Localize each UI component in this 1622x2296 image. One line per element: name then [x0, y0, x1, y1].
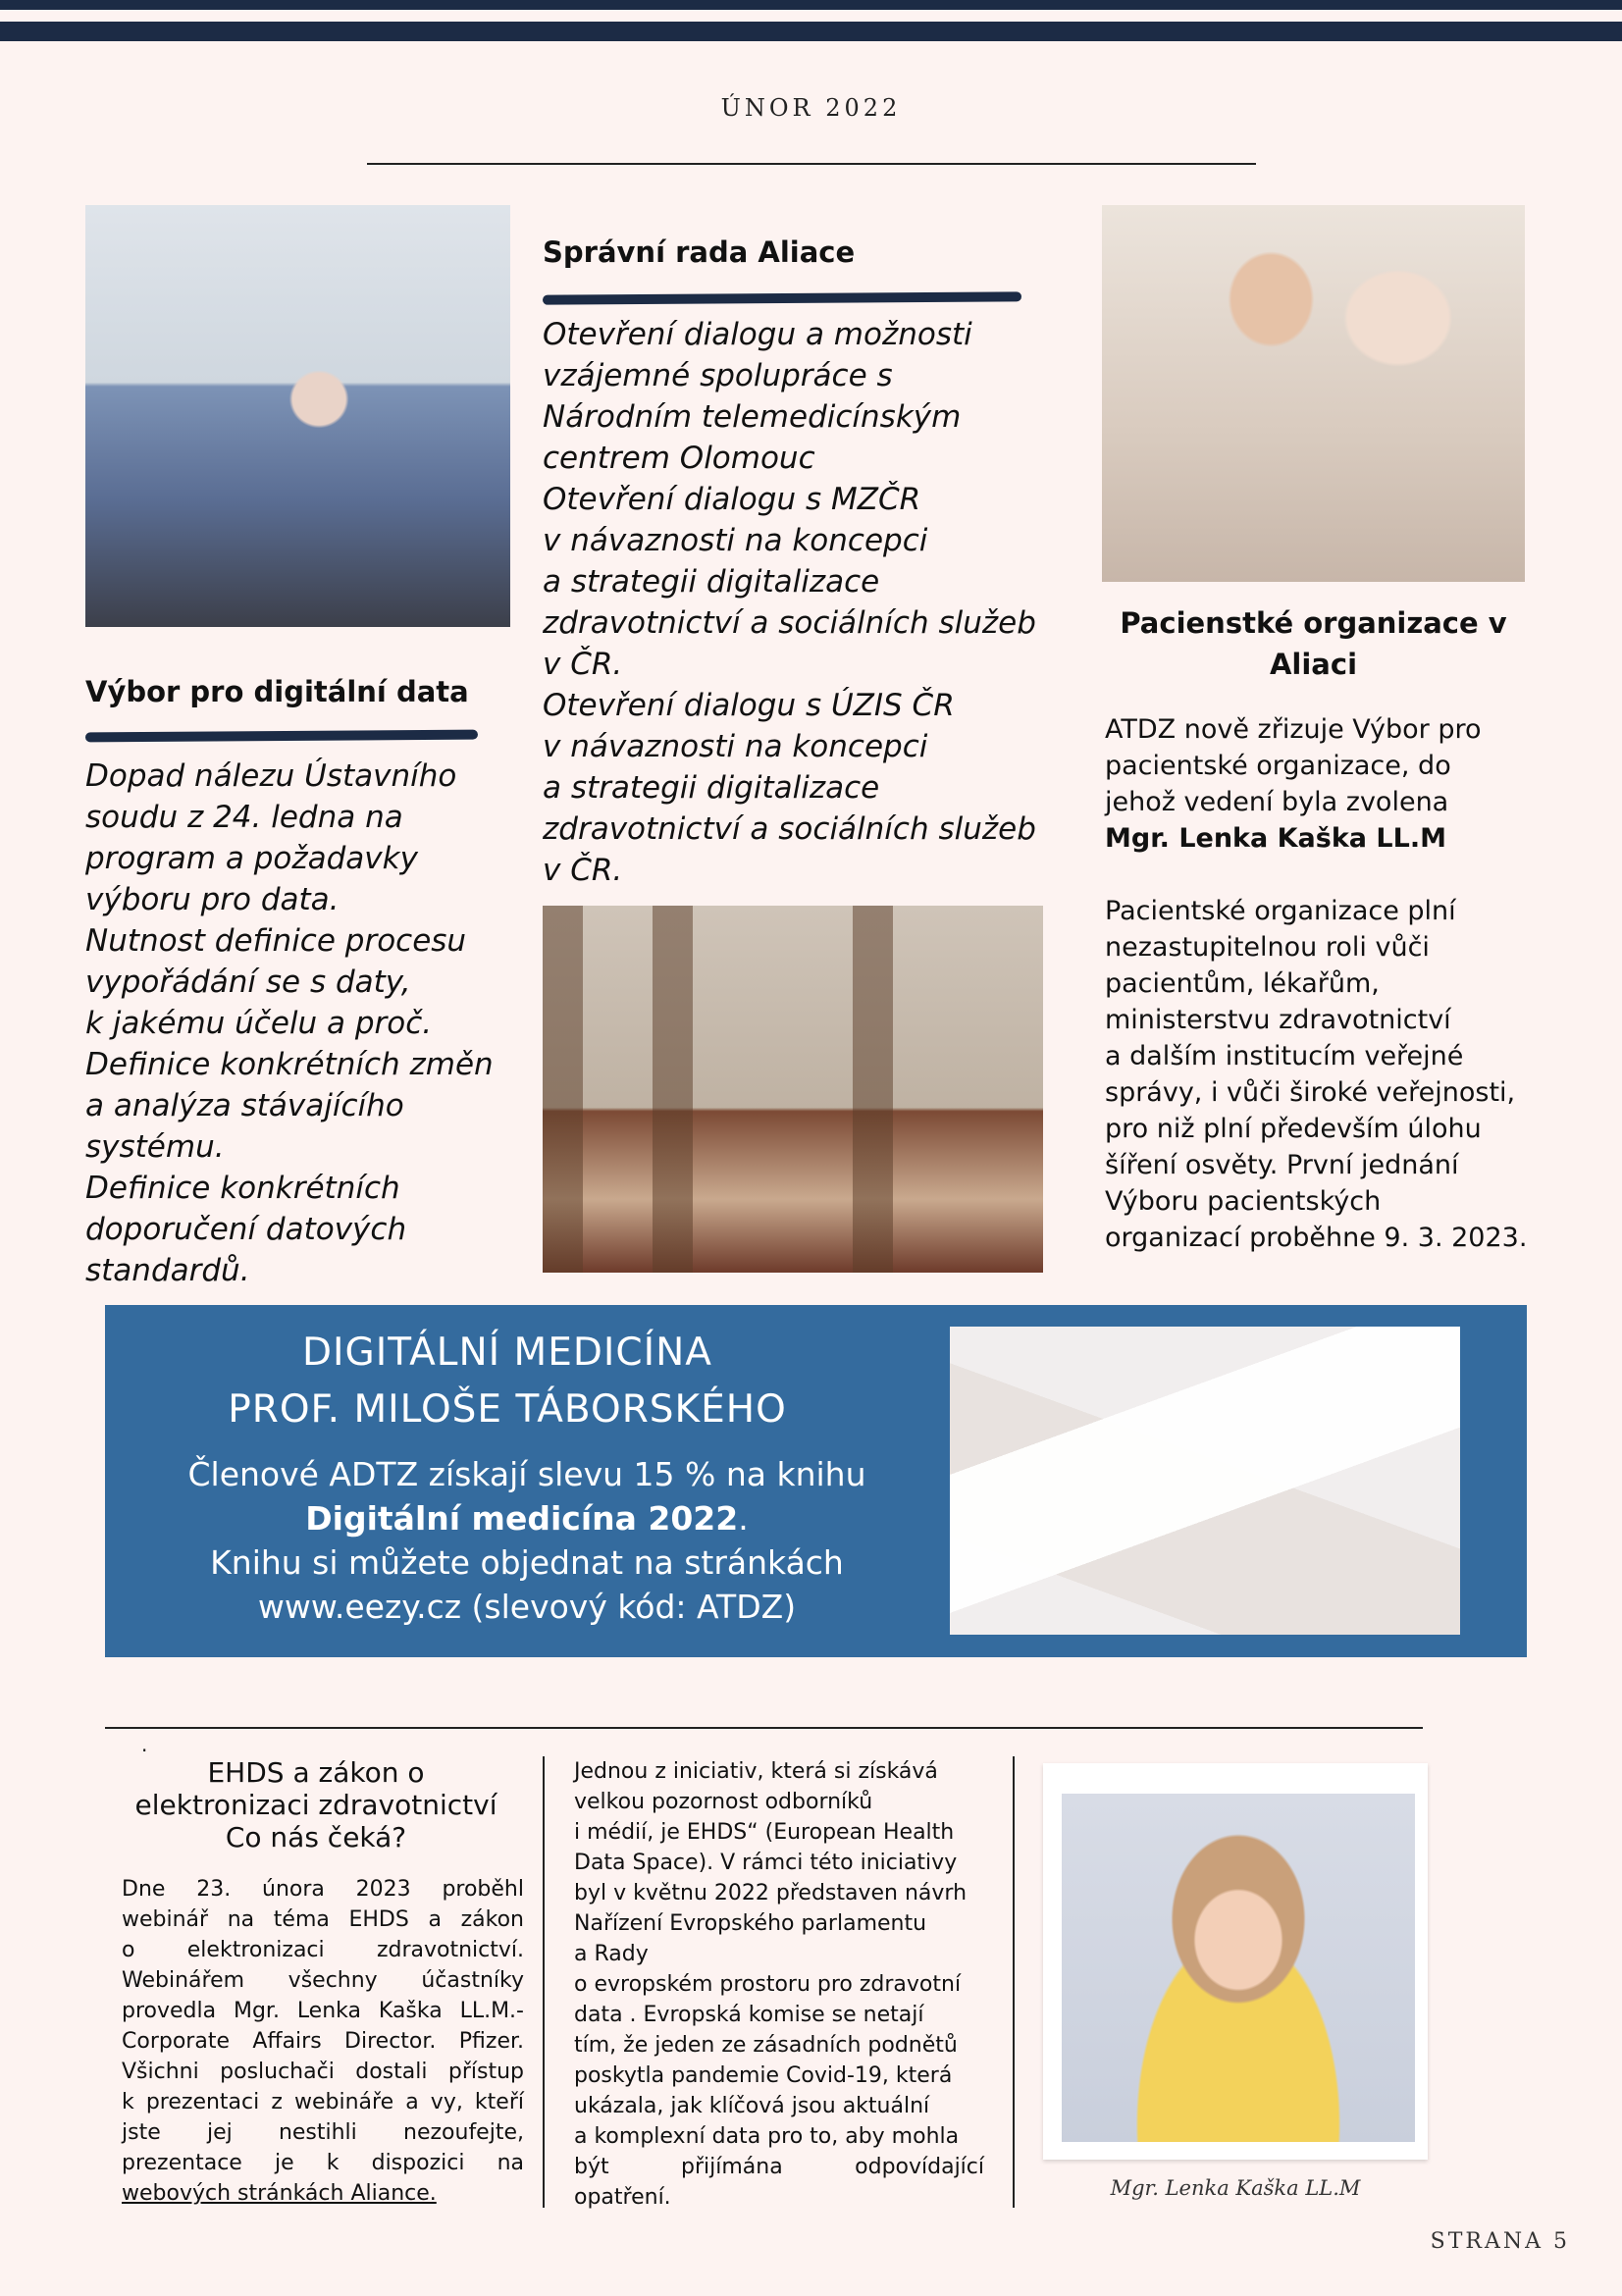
text-line: i médií, je EHDS“ (European Health [574, 1820, 955, 1845]
text-line: v ČR. [543, 647, 623, 682]
banner-text [105, 1452, 949, 1629]
text-line: provedla Mgr. Lenka Kaška LL.M.- [122, 1999, 524, 2023]
text-line: Webinářem všechny účastníky [122, 1968, 524, 1993]
text-line: zdravotnictví a sociálních služeb [543, 811, 1036, 847]
text-line: Pacientské organizace plní [1105, 896, 1456, 926]
portrait-caption: Mgr. Lenka Kaška LL.M [1110, 2176, 1361, 2200]
text-line: jehož vedení byla zvolena [1105, 787, 1449, 817]
text-line: k jakému účelu a proč. [85, 1006, 433, 1041]
text-line: doporučení datových [85, 1212, 407, 1247]
banner-punct: . [738, 1499, 749, 1538]
text-line: Nutnost definice procesu [85, 923, 467, 959]
book-cover-photo [950, 1327, 1460, 1635]
aliance-website-link[interactable]: webových stránkách Aliance. [122, 2181, 437, 2206]
column-divider [543, 1756, 545, 2208]
heading-sprava: Správní rada Aliace [543, 235, 856, 269]
banner-title-line: DIGITÁLNÍ MEDICÍNA [302, 1331, 712, 1375]
meeting-photo-committee [85, 205, 510, 627]
text-line: a strategii digitalizace [543, 770, 880, 806]
text-line: vypořádání se s daty, [85, 965, 411, 1000]
text-line: výboru pro data. [85, 882, 340, 917]
text-line: prezentace je k dispozici na [122, 2151, 524, 2175]
text-line: Jednou z iniciativ, která si získává [574, 1759, 938, 1784]
ehds-initiative-text [574, 1756, 984, 2213]
ehds-heading [105, 1756, 527, 1853]
text-line: Výboru pacientských [1105, 1186, 1382, 1217]
text-line: a analýza stávajícího [85, 1088, 404, 1123]
meeting-photo-board [543, 906, 1043, 1273]
text-line: Corporate Affairs Director. Pfizer. [122, 2029, 524, 2054]
text-line: o elektronizaci zdravotnictví. [122, 1938, 524, 1962]
heading-underline-stroke [543, 291, 1021, 304]
banner-line: Členové ADTZ získají slevu 15 % na knihu [187, 1455, 866, 1493]
photo-caregiver-elderly [1102, 205, 1525, 582]
text-line: standardů. [85, 1253, 250, 1288]
heading-line: EHDS a zákon o [207, 1756, 425, 1789]
text-line: a strategii digitalizace [543, 564, 880, 600]
book-title: Digitální medicína 2022 [305, 1499, 739, 1538]
text-line: vzájemné spolupráce s [543, 358, 893, 393]
text-line: systému. [85, 1129, 225, 1165]
text-line: program a požadavky [85, 841, 418, 876]
text-line: nezastupitelnou roli vůči [1105, 932, 1430, 963]
text-line: data . Evropská komise se netají [574, 2003, 924, 2027]
text-line: Národním telemedicínským [543, 399, 962, 435]
text-line: pro niž plní především úlohu [1105, 1114, 1482, 1144]
text-line: byl v květnu 2022 představen návrh [574, 1881, 968, 1905]
text-line: pacientské organizace, do [1105, 751, 1451, 781]
text-line: správy, i vůči široké veřejnosti, [1105, 1077, 1516, 1108]
heading-line: Pacienstké organizace v [1120, 606, 1507, 640]
text-line: Nařízení Evropského parlamentu [574, 1911, 927, 1936]
text-line: šíření osvěty. První jednání [1105, 1150, 1459, 1180]
text-line: tím, že jeden ze zásadních podnětů [574, 2033, 958, 2058]
heading-vybor: Výbor pro digitální data [85, 675, 469, 708]
text-line: ukázala, jak klíčová jsou aktuální [574, 2094, 930, 2118]
section-divider [105, 1727, 1423, 1729]
text-line: organizací proběhne 9. 3. 2023. [1105, 1223, 1528, 1253]
text-line: centrem Olomouc [543, 441, 815, 476]
heading-pacient [1102, 602, 1525, 685]
issue-date: ÚNOR 2022 [720, 94, 902, 122]
banner-order-link[interactable]: www.eezy.cz (slevový kód: ATDZ) [257, 1588, 797, 1626]
heading-line: elektronizaci zdravotnictví [134, 1789, 497, 1821]
page-number: STRANA 5 [1430, 2229, 1570, 2254]
sprava-text [543, 314, 1036, 891]
stray-dot: . [141, 1733, 148, 1756]
text-line: a Rady [574, 1942, 649, 1966]
banner-line: Knihu si můžete objednat na stránkách [210, 1543, 844, 1582]
pacient-text [1105, 711, 1527, 1256]
text-line: Dne 23. února 2023 proběhl [122, 1877, 524, 1902]
text-line: a dalším institucím veřejné [1105, 1041, 1464, 1071]
header-divider [367, 163, 1256, 165]
vybor-text [85, 756, 517, 1291]
text-line: ATDZ nově zřizuje Výbor pro [1105, 714, 1482, 745]
text-line: velkou pozornost odborníků [574, 1790, 873, 1814]
text-line: v ČR. [543, 853, 623, 888]
text-line: v návaznosti na koncepci [543, 729, 928, 764]
text-line: k prezentaci z webináře a vy, kteří [122, 2090, 524, 2114]
text-line: zdravotnictví a sociálních služeb [543, 605, 1036, 641]
text-line: poskytla pandemie Covid-19, která [574, 2063, 953, 2088]
top-border-bar-thick [0, 22, 1622, 41]
text-line: ministerstvu zdravotnictví [1105, 1005, 1451, 1035]
text-line: webinář na téma EHDS a zákon [122, 1907, 524, 1932]
text-line: Dopad nálezu Ústavního [85, 758, 457, 794]
heading-line: Co nás čeká? [225, 1821, 407, 1853]
committee-chair-name: Mgr. Lenka Kaška LL.M [1105, 823, 1446, 854]
banner-title-line: PROF. MILOŠE TÁBORSKÉHO [228, 1387, 787, 1432]
text-line: opatření. [574, 2185, 671, 2210]
text-line: Všichni posluchači dostali přístup [122, 2060, 524, 2084]
text-line: pacientům, lékařům, [1105, 968, 1380, 999]
column-divider [1013, 1756, 1015, 2208]
text-line: Definice konkrétních změn [85, 1047, 494, 1082]
ehds-text [122, 1874, 524, 2209]
text-line: o evropském prostoru pro zdravotní [574, 1972, 962, 1997]
text-line: a komplexní data pro to, aby mohla [574, 2124, 960, 2149]
text-line: Otevření dialogu s ÚZIS ČR [543, 688, 955, 723]
banner-title [105, 1325, 910, 1438]
text-line: Otevření dialogu a možnosti [543, 317, 972, 352]
text-line: Data Space). V rámci této iniciativy [574, 1851, 958, 1875]
text-line: být přijímána odpovídající [574, 2155, 984, 2179]
text-line: Otevření dialogu s MZČR [543, 482, 921, 517]
top-border-bar [0, 0, 1622, 10]
heading-underline-stroke [85, 730, 478, 743]
text-line: Definice konkrétních [85, 1171, 400, 1206]
text-line: soudu z 24. ledna na [85, 800, 403, 835]
portrait-photo [1062, 1794, 1415, 2142]
heading-line: Aliaci [1269, 648, 1358, 681]
text-line: v návaznosti na koncepci [543, 523, 928, 558]
text-line: jste jej nestihli nezoufejte, [122, 2120, 524, 2145]
